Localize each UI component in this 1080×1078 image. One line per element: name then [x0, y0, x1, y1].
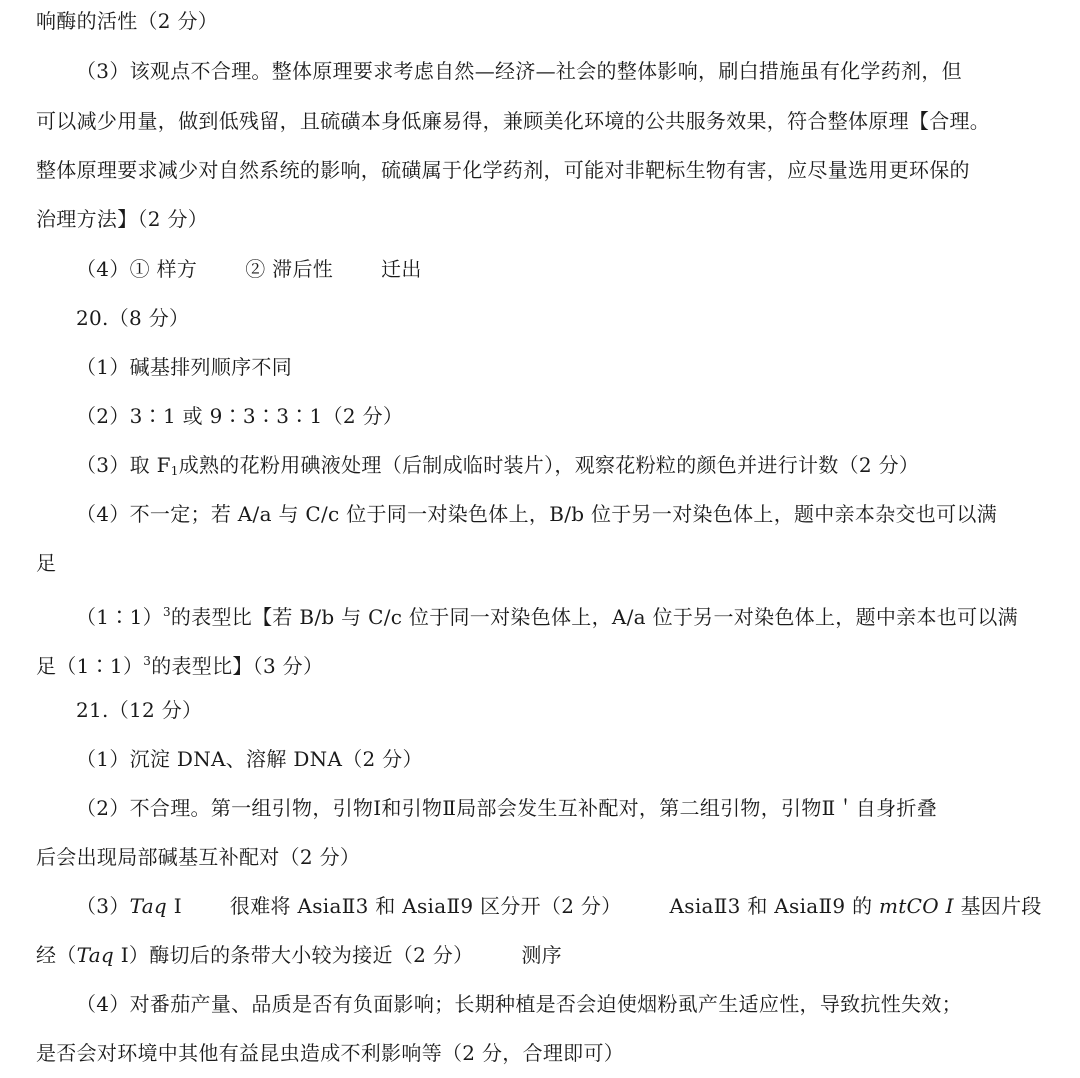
- text-line: [76, 793, 937, 823]
- text-span: 可以减少用量，做到低残留，且硫磺本身低廉易得，兼顾美化环境的公共服务效果，符合整体原理【合理。: [36, 109, 991, 133]
- text-line: [76, 499, 997, 529]
- text-span: AsiaⅡ3 和 AsiaⅡ9 的: [669, 894, 880, 918]
- text-span: 迁出: [381, 257, 422, 281]
- text-span: （1∶1）: [76, 605, 163, 629]
- text-line: [36, 106, 990, 136]
- text-span: （3）: [76, 894, 130, 918]
- text-span: ② 滞后性: [245, 257, 334, 281]
- text-line: [76, 450, 919, 480]
- text-span: （2）3∶1 或 9∶3∶3∶1（2 分）: [76, 404, 404, 428]
- text-line: [76, 989, 962, 1019]
- text-line: [36, 1038, 624, 1068]
- italic-term: Taq: [129, 894, 168, 918]
- text-span: （3）取 F: [76, 453, 171, 477]
- text-line: [76, 891, 1042, 921]
- text-span: 后会出现局部碱基互补配对（2 分）: [36, 845, 361, 869]
- text-span: 足（1∶1）: [36, 654, 144, 678]
- text-span: 测序: [521, 943, 562, 967]
- text-line: [76, 56, 962, 86]
- superscript: 3: [143, 654, 152, 668]
- italic-term: Taq: [76, 943, 115, 967]
- subscript: 1: [170, 464, 179, 478]
- text-line: [36, 204, 208, 234]
- text-line: [36, 155, 970, 185]
- text-span: 成熟的花粉用碘液处理（后制成临时装片），观察花粉粒的颜色并进行计数（2 分）: [178, 453, 920, 477]
- italic-term: mtCO I: [879, 894, 954, 918]
- text-span: Ⅰ）酶切后的条带大小较为接近（2 分）: [114, 943, 474, 967]
- text-span: 基因片段: [953, 894, 1042, 918]
- text-line: [76, 254, 422, 284]
- text-line: [76, 352, 292, 382]
- text-span: 很难将 AsiaⅡ3 和 AsiaⅡ9 区分开（2 分）: [229, 894, 622, 918]
- text-span: （4）对番茄产量、品质是否有负面影响；长期种植是否会迫使烟粉虱产生适应性，导致抗性失效；: [76, 992, 962, 1016]
- text-span: 响酶的活性（2 分）: [36, 9, 219, 33]
- text-span: （4）不一定；若 A/a 与 C/c 位于同一对染色体上，B/b 位于另一对染色体上，题中亲本杂交也可以满: [76, 502, 997, 526]
- text-span: （4）① 样方: [76, 257, 198, 281]
- text-span: 治理方法】（2 分）: [36, 207, 209, 231]
- text-line: [76, 597, 1018, 627]
- text-span: 21.（12 分）: [76, 698, 203, 722]
- text-span: 经（: [36, 943, 77, 967]
- question-number: [76, 303, 189, 333]
- text-line: [36, 6, 218, 36]
- question-number: [76, 695, 202, 725]
- text-span: 的表型比【若 B/b 与 C/c 位于同一对染色体上，A/a 位于另一对染色体上，题中亲本也可以满: [170, 605, 1018, 629]
- text-line: [76, 401, 403, 431]
- text-span: 的表型比】（3 分）: [151, 654, 324, 678]
- text-span: 足: [36, 551, 57, 575]
- text-span: 20.（8 分）: [76, 306, 190, 330]
- text-span: Ⅰ: [167, 894, 182, 918]
- text-line: [36, 842, 360, 872]
- text-span: 整体原理要求减少对自然系统的影响，硫磺属于化学药剂，可能对非靶标生物有害，应尽量选用更环保的: [36, 158, 970, 182]
- text-span: （2）不合理。第一组引物，引物Ⅰ和引物Ⅱ局部会发生互补配对，第二组引物，引物Ⅱ＇自身折叠: [76, 796, 938, 820]
- text-line: [76, 744, 423, 774]
- text-span: （1）沉淀 DNA、溶解 DNA（2 分）: [76, 747, 423, 771]
- text-span: （3）该观点不合理。整体原理要求考虑自然—经济—社会的整体影响，刷白措施虽有化学药剂，但: [76, 59, 962, 83]
- text-span: 是否会对环境中其他有益昆虫造成不利影响等（2 分，合理即可）: [36, 1041, 625, 1065]
- superscript: 3: [162, 605, 171, 619]
- text-line: [36, 646, 323, 676]
- text-line: [36, 548, 56, 578]
- text-span: （1）碱基排列顺序不同: [76, 355, 293, 379]
- text-line: [36, 940, 562, 970]
